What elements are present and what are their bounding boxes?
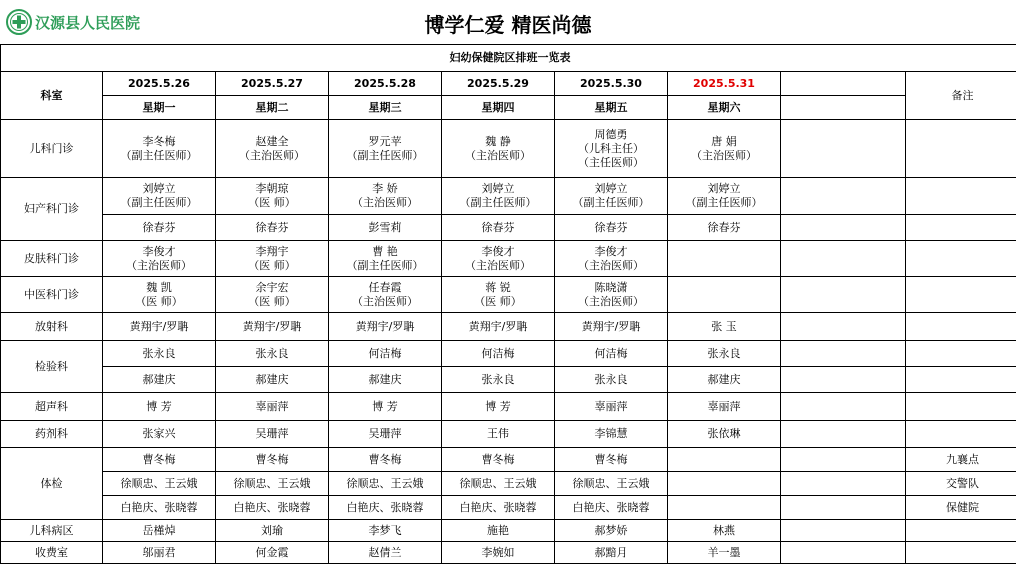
remark-cell	[906, 178, 1016, 215]
weekday-header: 星期二	[216, 96, 329, 120]
empty-cell	[781, 421, 906, 448]
cell-line: 刘婷立	[707, 182, 741, 195]
doctor-cell: 郝建庆	[668, 367, 781, 393]
dept-name: 中医科门诊	[1, 277, 103, 313]
doctor-cell: 白艳庆、张晓蓉	[103, 496, 216, 520]
dept-row-checkup	[1, 448, 1016, 472]
remark-cell	[906, 277, 1016, 313]
cell-line: （副主任医师）	[346, 258, 424, 272]
cell-line: （主任医师）	[578, 155, 644, 169]
remark-cell	[906, 313, 1016, 341]
weekday-header: 星期四	[442, 96, 555, 120]
cell-line: 蒋 锐	[485, 280, 511, 294]
doctor-cell: 徐春芬	[103, 215, 216, 241]
empty-cell	[781, 542, 906, 564]
doctor-cell: 博 芳	[103, 393, 216, 421]
cell-line: 曹 艳	[372, 244, 398, 258]
doctor-cell	[555, 178, 668, 215]
empty-cell	[781, 393, 906, 421]
remark-cell	[906, 215, 1016, 241]
dept-row-obgyn	[1, 178, 1016, 215]
weekday-header: 星期三	[329, 96, 442, 120]
dept-name: 超声科	[1, 393, 103, 421]
cell-line: 刘婷立	[481, 182, 515, 195]
cell-line: 李俊才	[142, 244, 176, 258]
dept-row-lab	[1, 341, 1016, 367]
doctor-cell	[555, 120, 668, 178]
remark-cell	[906, 520, 1016, 542]
cell-line: （主治医师）	[126, 258, 192, 272]
dept-row-ultrasound	[1, 393, 1016, 421]
doctor-cell: 邬丽君	[103, 542, 216, 564]
cell-line: 赵建全	[255, 134, 289, 148]
dept-row-peds-outpatient	[1, 120, 1016, 178]
empty-cell	[668, 241, 781, 277]
dept-name: 皮肤科门诊	[1, 241, 103, 277]
empty-cell	[781, 72, 906, 96]
doctor-cell: 张依琳	[668, 421, 781, 448]
doctor-cell: 徐春芬	[555, 215, 668, 241]
cell-line: 罗元苹	[368, 134, 402, 148]
empty-cell	[781, 215, 906, 241]
empty-cell	[781, 120, 906, 178]
doctor-cell: 徐春芬	[442, 215, 555, 241]
cell-line: （主治医师）	[578, 294, 644, 308]
doctor-cell: 博 芳	[442, 393, 555, 421]
empty-cell	[668, 496, 781, 520]
dept-row-checkup-2	[1, 472, 1016, 496]
doctor-cell: 林燕	[668, 520, 781, 542]
date-row	[1, 72, 1016, 96]
doctor-cell	[216, 277, 329, 313]
date-header: 2025.5.26	[103, 72, 216, 96]
cell-line: （主治医师）	[352, 196, 418, 209]
remark-cell	[906, 341, 1016, 367]
doctor-cell: 徐顺忠、王云娥	[216, 472, 329, 496]
doctor-cell: 徐春芬	[216, 215, 329, 241]
doctor-cell: 曹冬梅	[103, 448, 216, 472]
doctor-cell: 吴珊萍	[329, 421, 442, 448]
cell-line: 刘婷立	[142, 182, 176, 195]
doctor-cell	[555, 277, 668, 313]
doctor-cell: 徐顺忠、王云娥	[329, 472, 442, 496]
cell-line: （主治医师）	[465, 148, 531, 162]
doctor-cell: 张永良	[555, 367, 668, 393]
doctor-cell	[329, 241, 442, 277]
doctor-cell: 辜丽萍	[668, 393, 781, 421]
dept-row-tcm	[1, 277, 1016, 313]
page-header	[0, 0, 1016, 44]
cell-line: （副主任医师）	[685, 196, 763, 209]
cell-line: 李朝琼	[255, 182, 289, 195]
doctor-cell	[103, 277, 216, 313]
doctor-cell: 曹冬梅	[555, 448, 668, 472]
cell-line: 刘婷立	[594, 182, 628, 195]
empty-cell	[781, 496, 906, 520]
cell-line: （儿科主任）	[578, 141, 644, 155]
doctor-cell: 施艳	[442, 520, 555, 542]
doctor-cell: 何洁梅	[555, 341, 668, 367]
doctor-cell	[329, 120, 442, 178]
cell-line: 余宇宏	[255, 280, 289, 294]
doctor-cell: 刘瑜	[216, 520, 329, 542]
doctor-cell: 吴珊萍	[216, 421, 329, 448]
doctor-cell: 张永良	[216, 341, 329, 367]
cell-line: （医 师）	[248, 258, 296, 272]
dept-row-cashier	[1, 542, 1016, 564]
dept-name: 收费室	[1, 542, 103, 564]
doctor-cell: 郝黯月	[555, 542, 668, 564]
cell-line: （副主任医师）	[572, 196, 650, 209]
cell-line: （医 师）	[474, 294, 522, 308]
doctor-cell: 何洁梅	[442, 341, 555, 367]
empty-cell	[781, 472, 906, 496]
doctor-cell	[103, 178, 216, 215]
cell-line: （副主任医师）	[459, 196, 537, 209]
doctor-cell: 郝建庆	[329, 367, 442, 393]
doctor-cell: 郝梦娇	[555, 520, 668, 542]
empty-cell	[781, 367, 906, 393]
cell-line: 周德勇	[594, 127, 628, 141]
remark-column-header: 备注	[906, 72, 1016, 120]
cell-line: （主治医师）	[691, 148, 757, 162]
cell-line: 李 娇	[372, 182, 398, 195]
doctor-cell: 徐顺忠、王云娥	[103, 472, 216, 496]
doctor-cell: 辜丽萍	[216, 393, 329, 421]
doctor-cell: 李婉如	[442, 542, 555, 564]
doctor-cell: 张 玉	[668, 313, 781, 341]
remark-cell	[906, 421, 1016, 448]
doctor-cell: 郝建庆	[216, 367, 329, 393]
doctor-cell: 博 芳	[329, 393, 442, 421]
dept-name: 儿科门诊	[1, 120, 103, 178]
doctor-cell: 白艳庆、张晓蓉	[329, 496, 442, 520]
doctor-cell	[103, 241, 216, 277]
doctor-cell	[668, 120, 781, 178]
empty-cell	[781, 341, 906, 367]
doctor-cell: 彭雪莉	[329, 215, 442, 241]
weekday-row	[1, 96, 1016, 120]
empty-cell	[668, 277, 781, 313]
remark-cell	[906, 393, 1016, 421]
doctor-cell	[216, 241, 329, 277]
doctor-cell: 羊一墨	[668, 542, 781, 564]
schedule-table	[0, 44, 1016, 564]
empty-cell	[668, 448, 781, 472]
cell-line: （医 师）	[135, 294, 183, 308]
remark-cell: 保健院	[906, 496, 1016, 520]
doctor-cell: 曹冬梅	[216, 448, 329, 472]
doctor-cell: 岳槿焯	[103, 520, 216, 542]
dept-row-peds-ward	[1, 520, 1016, 542]
doctor-cell: 黄翔宇/罗聃	[442, 313, 555, 341]
doctor-cell	[216, 178, 329, 215]
schedule-subtitle: 妇幼保健院区排班一览表	[1, 45, 1016, 72]
cell-line: （主治医师）	[465, 258, 531, 272]
doctor-cell	[555, 241, 668, 277]
cell-line: （主治医师）	[352, 294, 418, 308]
empty-cell	[781, 241, 906, 277]
dept-name: 药剂科	[1, 421, 103, 448]
doctor-cell	[668, 178, 781, 215]
date-header: 2025.5.29	[442, 72, 555, 96]
cell-line: 陈晓潇	[594, 280, 628, 294]
doctor-cell: 白艳庆、张晓蓉	[442, 496, 555, 520]
doctor-cell: 辜丽萍	[555, 393, 668, 421]
page-title: 博学仁爱 精医尚德	[424, 13, 592, 37]
doctor-cell: 何洁梅	[329, 341, 442, 367]
cell-line: （主治医师）	[578, 258, 644, 272]
dept-row-pharmacy	[1, 421, 1016, 448]
doctor-cell	[329, 178, 442, 215]
doctor-cell	[442, 241, 555, 277]
doctor-cell	[442, 277, 555, 313]
doctor-cell	[442, 120, 555, 178]
subtitle-row	[1, 45, 1016, 72]
cell-line: （副主任医师）	[346, 148, 424, 162]
doctor-cell	[216, 120, 329, 178]
dept-row-radiology	[1, 313, 1016, 341]
empty-cell	[781, 448, 906, 472]
doctor-cell: 黄翔宇/罗聃	[329, 313, 442, 341]
cell-line: 唐 娟	[711, 134, 737, 148]
remark-cell: 交警队	[906, 472, 1016, 496]
dept-name: 儿科病区	[1, 520, 103, 542]
doctor-cell: 白艳庆、张晓蓉	[555, 496, 668, 520]
doctor-cell: 徐顺忠、王云娥	[442, 472, 555, 496]
cell-line: 李俊才	[594, 244, 628, 258]
cell-line: 魏 凯	[146, 280, 172, 294]
weekday-header: 星期六	[668, 96, 781, 120]
date-header: 2025.5.31	[668, 72, 781, 96]
cell-line: （副主任医师）	[120, 148, 198, 162]
doctor-cell: 李梦飞	[329, 520, 442, 542]
weekday-header: 星期一	[103, 96, 216, 120]
doctor-cell: 张永良	[103, 341, 216, 367]
doctor-cell: 张家兴	[103, 421, 216, 448]
doctor-cell: 黄翔宇/罗聃	[103, 313, 216, 341]
doctor-cell: 张永良	[442, 367, 555, 393]
cell-line: （医 师）	[248, 196, 296, 209]
cell-line: 李冬梅	[142, 134, 176, 148]
dept-row-checkup-3	[1, 496, 1016, 520]
doctor-cell: 白艳庆、张晓蓉	[216, 496, 329, 520]
hospital-name: 汉源县人民医院	[35, 14, 141, 32]
doctor-cell: 曹冬梅	[442, 448, 555, 472]
doctor-cell: 黄翔宇/罗聃	[216, 313, 329, 341]
doctor-cell	[442, 178, 555, 215]
doctor-cell: 赵倩兰	[329, 542, 442, 564]
doctor-cell: 徐春芬	[668, 215, 781, 241]
doctor-cell: 曹冬梅	[329, 448, 442, 472]
empty-cell	[781, 178, 906, 215]
cell-line: 魏 静	[485, 134, 511, 148]
doctor-cell: 黄翔宇/罗聃	[555, 313, 668, 341]
cell-line: （医 师）	[248, 294, 296, 308]
empty-cell	[781, 96, 906, 120]
cell-line: （主治医师）	[239, 148, 305, 162]
cell-line: 李翔宇	[255, 244, 289, 258]
remark-cell	[906, 120, 1016, 178]
remark-cell	[906, 542, 1016, 564]
doctor-cell: 李锦慧	[555, 421, 668, 448]
empty-cell	[781, 277, 906, 313]
doctor-cell: 张永良	[668, 341, 781, 367]
dept-name: 检验科	[1, 341, 103, 393]
doctor-cell: 徐顺忠、王云娥	[555, 472, 668, 496]
remark-cell: 九襄点	[906, 448, 1016, 472]
dept-row-derm	[1, 241, 1016, 277]
doctor-cell	[103, 120, 216, 178]
dept-column-header: 科室	[1, 72, 103, 120]
cell-line: （副主任医师）	[120, 196, 198, 209]
dept-name: 放射科	[1, 313, 103, 341]
cell-line: 李俊才	[481, 244, 515, 258]
doctor-cell: 王伟	[442, 421, 555, 448]
remark-cell	[906, 367, 1016, 393]
weekday-header: 星期五	[555, 96, 668, 120]
doctor-cell	[329, 277, 442, 313]
empty-cell	[668, 472, 781, 496]
doctor-cell: 郝建庆	[103, 367, 216, 393]
remark-cell	[906, 241, 1016, 277]
dept-row-lab-2	[1, 367, 1016, 393]
empty-cell	[781, 520, 906, 542]
date-header: 2025.5.30	[555, 72, 668, 96]
dept-name: 妇产科门诊	[1, 178, 103, 241]
dept-name: 体检	[1, 448, 103, 520]
date-header: 2025.5.27	[216, 72, 329, 96]
date-header: 2025.5.28	[329, 72, 442, 96]
empty-cell	[781, 313, 906, 341]
doctor-cell: 何金霞	[216, 542, 329, 564]
dept-row-obgyn-2	[1, 215, 1016, 241]
cell-line: 任春霞	[368, 280, 402, 294]
